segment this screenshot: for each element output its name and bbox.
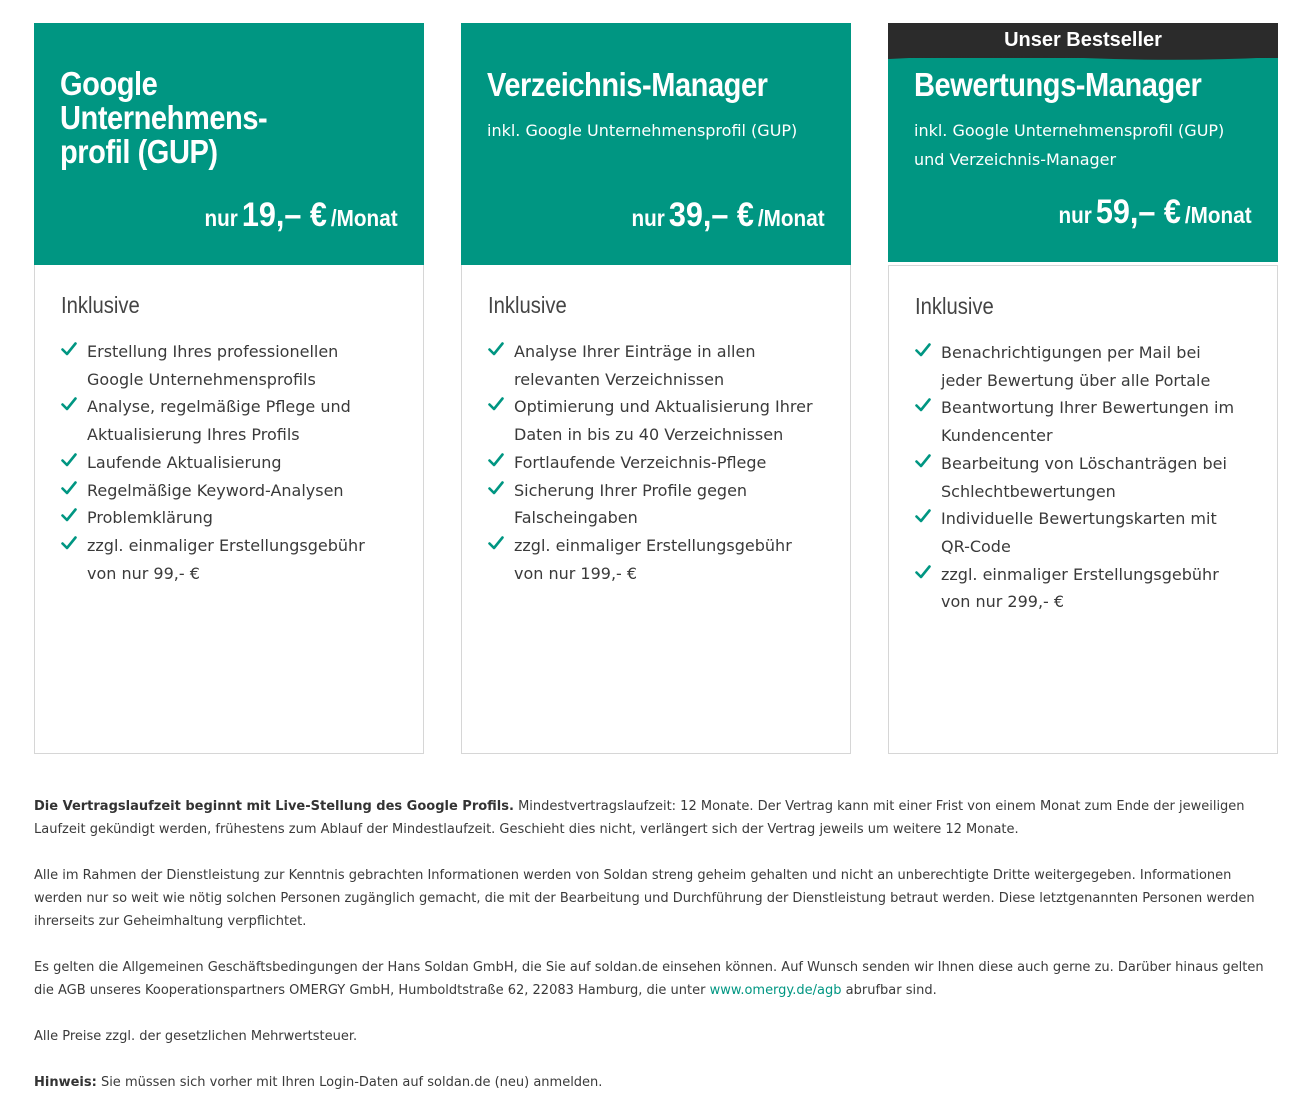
price-amount: 19,– € — [242, 196, 328, 234]
check-icon — [488, 396, 504, 412]
hint-paragraph — [34, 1071, 1279, 1094]
check-icon — [488, 452, 504, 468]
price — [632, 196, 825, 235]
feature-text: Optimierung und Aktualisierung Ihrer Daten in bis zu 40 Verzeichnissen — [514, 397, 813, 445]
pricing-card-directory-manager — [461, 23, 851, 754]
contract-paragraph — [34, 795, 1279, 841]
check-icon — [915, 453, 931, 469]
card-title: Verzeichnis-Manager — [487, 66, 768, 103]
check-icon — [61, 480, 77, 496]
feature-item — [488, 393, 833, 448]
check-icon — [915, 342, 931, 358]
feature-text: Erstellung Ihres professionellen Google Unternehmensprofils — [87, 342, 339, 389]
price-unit: /Monat — [331, 205, 398, 231]
vat-paragraph — [34, 1025, 1279, 1048]
feature-text: Bearbeitung von Löschanträgen bei Schlechtbewertungen — [941, 453, 1227, 501]
feature-item — [61, 449, 406, 477]
feature-text: Regelmäßige Keyword-Analysen — [87, 480, 344, 500]
terms-text-before: Es gelten die Allgemeinen Geschäftsbedingungen der Hans Soldan GmbH, die Sie auf soldan.de einsehen können. Auf Wunsch senden wir Ihnen diese auch gerne zu. Darüber hinaus gelten die AGB unseres Kooperationspartners OMERGY GmbH, Humboldtstraße 62, 22083 Hamburg, die unter — [34, 960, 1264, 998]
card-body — [461, 265, 851, 754]
card-body — [888, 265, 1278, 754]
check-icon — [61, 396, 77, 412]
omergy-agb-link[interactable]: www.omergy.de/agb — [709, 983, 842, 998]
feature-text: zzgl. einmaliger Erstellungsgebühr von nur 199,- € — [514, 535, 792, 583]
check-icon — [488, 535, 504, 551]
feature-text: Beantwortung Ihrer Bewertungen im Kundencenter — [941, 398, 1235, 446]
check-icon — [915, 564, 931, 580]
feature-text: Benachrichtigungen per Mail bei jeder Bewertung über alle Portale — [941, 343, 1211, 390]
feature-item — [61, 393, 406, 448]
inclusive-heading: Inklusive — [915, 293, 994, 319]
check-icon — [61, 535, 77, 551]
feature-text: zzgl. einmaliger Erstellungsgebühr von nur 299,- € — [941, 564, 1219, 612]
feature-item — [61, 532, 406, 587]
check-icon — [61, 341, 77, 357]
feature-list — [915, 339, 1260, 616]
feature-text: Fortlaufende Verzeichnis-Pflege — [514, 452, 767, 472]
check-icon — [915, 508, 931, 524]
feature-text: Individuelle Bewertungskarten mit QR-Code — [941, 509, 1217, 556]
feature-item — [61, 504, 406, 532]
bestseller-badge: Unser Bestseller — [888, 23, 1278, 58]
terms-text-after: abrufbar sind. — [841, 983, 937, 998]
feature-text: zzgl. einmaliger Erstellungsgebühr von nur 99,- € — [87, 535, 365, 583]
feature-text: Sicherung Ihrer Profile gegen Falscheingaben — [514, 480, 748, 528]
card-header — [461, 23, 851, 265]
privacy-paragraph — [34, 864, 1279, 933]
feature-item — [488, 477, 833, 532]
terms-paragraph — [34, 956, 1279, 1002]
price — [205, 196, 398, 235]
feature-item — [488, 338, 833, 393]
check-icon — [488, 341, 504, 357]
card-header — [888, 23, 1278, 262]
feature-item — [61, 477, 406, 505]
price — [1059, 193, 1252, 232]
price-prefix: nur — [204, 205, 239, 231]
feature-text: Analyse, regelmäßige Pflege und Aktualisierung Ihres Profils — [87, 397, 351, 445]
check-icon — [488, 480, 504, 496]
feature-item — [915, 505, 1260, 560]
vat-text: Alle Preise zzgl. der gesetzlichen Mehrwertsteuer. — [34, 1029, 358, 1044]
feature-item — [488, 449, 833, 477]
card-title: Google Unternehmens- profil (GUP) — [60, 65, 268, 170]
feature-item — [488, 532, 833, 587]
feature-text: Analyse Ihrer Einträge in allen relevanten Verzeichnissen — [514, 342, 756, 389]
card-header — [34, 23, 424, 265]
price-amount: 39,– € — [669, 196, 755, 234]
price-prefix: nur — [1058, 202, 1093, 228]
feature-list — [488, 338, 833, 587]
pricing-card-review-manager — [888, 23, 1278, 754]
card-title: Bewertungs-Manager — [914, 66, 1202, 103]
card-subtitle: inkl. Google Unternehmensprofil (GUP) — [487, 121, 798, 140]
inclusive-heading: Inklusive — [488, 292, 567, 318]
price-unit: /Monat — [758, 205, 825, 231]
feature-item — [61, 338, 406, 393]
contract-bold: Die Vertragslaufzeit beginnt mit Live-Stellung des Google Profils. — [34, 799, 514, 814]
feature-text: Laufende Aktualisierung — [87, 452, 282, 472]
feature-list — [61, 338, 406, 587]
price-amount: 59,– € — [1096, 193, 1182, 231]
feature-item — [915, 561, 1260, 616]
badge-wave-shape — [888, 53, 1278, 63]
check-icon — [61, 452, 77, 468]
feature-item — [915, 339, 1260, 394]
contract-text: Mindestvertragslaufzeit: 12 Monate. Der Vertrag kann mit einer Frist von einem Monat zum Ende der jeweiligen Laufzeit gekündigt werden, frühestens zum Ablauf der Mindestlaufzeit. Geschieht dies nicht, verlängert sich der Vertrag jeweils um weitere 12 Monate. — [34, 799, 1245, 837]
price-unit: /Monat — [1185, 202, 1252, 228]
card-subtitle: inkl. Google Unternehmensprofil (GUP) und Verzeichnis-Manager — [914, 121, 1225, 169]
hint-bold: Hinweis: — [34, 1075, 97, 1090]
price-prefix: nur — [631, 205, 666, 231]
feature-item — [915, 450, 1260, 505]
check-icon — [61, 507, 77, 523]
pricing-card-gup — [34, 23, 424, 754]
check-icon — [915, 397, 931, 413]
inclusive-heading: Inklusive — [61, 292, 140, 318]
hint-text: Sie müssen sich vorher mit Ihren Login-Daten auf soldan.de (neu) anmelden. — [96, 1075, 603, 1090]
feature-item — [915, 394, 1260, 449]
card-body — [34, 265, 424, 754]
footer-legal-text — [34, 795, 1279, 1109]
feature-text: Problemklärung — [87, 508, 213, 528]
privacy-text: Alle im Rahmen der Dienstleistung zur Kenntnis gebrachten Informationen werden von Soldan streng geheim gehalten und nicht an unberechtigte Dritte weitergegeben. Informationen werden nur so weit wie nötig solchen Personen zugänglich gemacht, die mit der Bearbeitung und Durchführung der Dienstleistung betraut werden. Diese letztgenannten Personen werden ihrerseits zur Geheimhaltung verpflichtet. — [34, 868, 1255, 929]
